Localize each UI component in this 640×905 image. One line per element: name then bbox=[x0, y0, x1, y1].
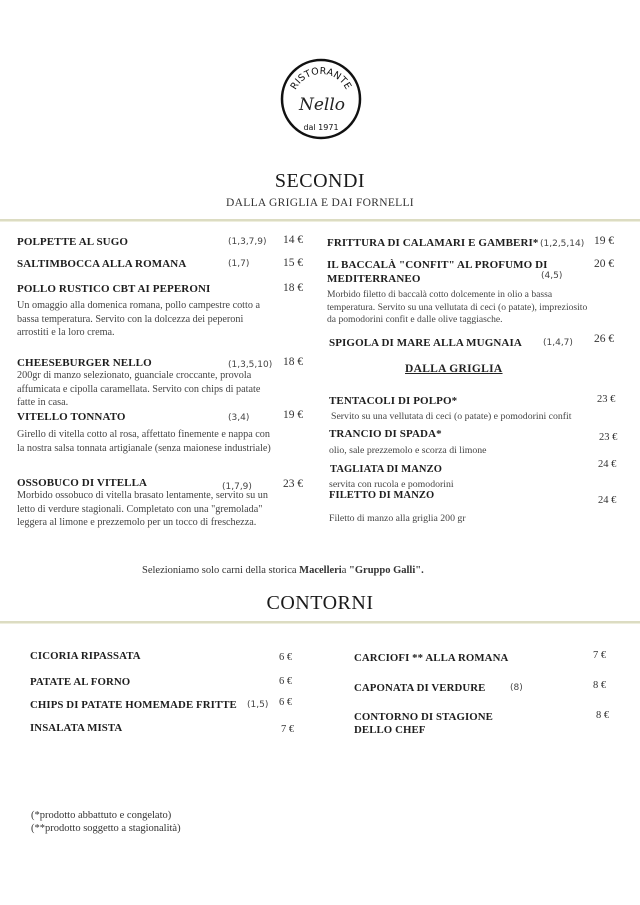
menu-item-description: 200gr di manzo selezionato, guanciale croccante, provola affumicata e cipolla caramellata. Servito con chips di patate fatte in casa. bbox=[17, 370, 261, 408]
divider-contorni bbox=[0, 621, 640, 624]
divider-secondi bbox=[0, 219, 640, 222]
menu-item-name: OSSOBUCO DI VITELLA bbox=[17, 477, 148, 489]
menu-item-name-line2: MEDITERRANEO bbox=[327, 273, 421, 285]
menu-item-price: 6 € bbox=[279, 652, 293, 663]
logo-circle-icon bbox=[280, 58, 362, 140]
menu-item-name: IL BACCALÀ "CONFIT" AL PROFUMO DI bbox=[327, 259, 548, 271]
restaurant-logo bbox=[280, 58, 362, 140]
menu-item-name: TENTACOLI DI POLPO* bbox=[329, 395, 458, 407]
menu-item-name-line2: DELLO CHEF bbox=[354, 724, 426, 736]
menu-item-allergens: (1,5) bbox=[247, 700, 269, 710]
menu-item-price: 19 € bbox=[594, 235, 615, 247]
butcher-note-mid: a bbox=[341, 565, 350, 576]
menu-item-price: 8 € bbox=[593, 680, 607, 691]
menu-item-name: VITELLO TONNATO bbox=[17, 411, 126, 423]
menu-item-name: FRITTURA DI CALAMARI E GAMBERI* bbox=[327, 237, 539, 249]
menu-item-price: 23 € bbox=[599, 432, 618, 443]
footnote-frozen: (*prodotto abbattuto e congelato) bbox=[31, 810, 172, 821]
menu-item-price: 14 € bbox=[283, 234, 304, 246]
butcher-note-bold1: Macelleri bbox=[299, 565, 342, 576]
menu-item-price: 20 € bbox=[594, 258, 615, 270]
logo-script-text: Nello bbox=[298, 95, 346, 115]
menu-item-price: 6 € bbox=[279, 676, 293, 687]
menu-item-name: FILETTO DI MANZO bbox=[329, 490, 435, 501]
menu-item-price: 24 € bbox=[598, 459, 617, 470]
menu-item-name: TAGLIATA DI MANZO bbox=[330, 464, 442, 475]
menu-item-price: 24 € bbox=[598, 495, 617, 506]
menu-item-allergens: (8) bbox=[510, 683, 523, 693]
menu-item-name: CARCIOFI ** ALLA ROMANA bbox=[354, 652, 509, 664]
butcher-note bbox=[142, 565, 424, 576]
menu-item-price: 18 € bbox=[283, 356, 304, 368]
menu-item-description: Un omaggio alla domenica romana, pollo campestre cotto a bassa temperatura. Servito con la dolcezza dei peperoni arrostiti e la loro crema. bbox=[17, 300, 261, 338]
menu-item-name: CICORIA RIPASSATA bbox=[30, 650, 141, 662]
menu-item-name: SPIGOLA DI MARE ALLA MUGNAIA bbox=[329, 337, 522, 349]
menu-item-price: 19 € bbox=[283, 409, 304, 421]
menu-item-name: TRANCIO DI SPADA* bbox=[329, 428, 442, 440]
menu-item-name: PATATE AL FORNO bbox=[30, 676, 131, 688]
menu-item-allergens: (1,2,5,14) bbox=[540, 239, 585, 249]
menu-item-description: olio, sale prezzemolo e scorza di limone bbox=[329, 445, 487, 456]
menu-item-name: CONTORNO DI STAGIONE bbox=[354, 711, 493, 723]
menu-item-name: SALTIMBOCCA ALLA ROMANA bbox=[17, 258, 187, 270]
menu-item-price: 26 € bbox=[594, 333, 615, 345]
logo-since-text: dal 1971 bbox=[303, 123, 339, 132]
butcher-note-bold2: "Gruppo Galli". bbox=[349, 565, 424, 576]
subsection-title-griglia: DALLA GRIGLIA bbox=[405, 363, 503, 375]
menu-item-price: 18 € bbox=[283, 282, 304, 294]
footnote-seasonal: (**prodotto soggetto a stagionalità) bbox=[31, 823, 181, 834]
section-title-contorni: CONTORNI bbox=[266, 592, 374, 614]
menu-item-price: 23 € bbox=[283, 478, 304, 490]
butcher-note-prefix: Selezioniamo solo carni della storica bbox=[142, 565, 300, 576]
menu-item-description: Morbido ossobuco di vitella brasato lentamente, servito su un letto di verdure stagionali. Completato con una "gremolada" leggera al limone e prezzemolo per un tocco di freschezza. bbox=[17, 490, 268, 528]
section-subtitle-secondi: DALLA GRIGLIA E DAI FORNELLI bbox=[226, 197, 414, 209]
menu-item-allergens: (1,7,9) bbox=[222, 482, 252, 492]
menu-item-name: POLPETTE AL SUGO bbox=[17, 236, 129, 248]
menu-item-allergens: (4,5) bbox=[541, 271, 563, 281]
menu-item-allergens: (3,4) bbox=[228, 413, 250, 423]
menu-item-price: 8 € bbox=[596, 710, 610, 721]
menu-item-price: 23 € bbox=[597, 394, 616, 405]
menu-item-name: INSALATA MISTA bbox=[30, 722, 123, 734]
menu-item-description: servita con rucola e pomodorini bbox=[329, 479, 454, 490]
menu-item-description: Filetto di manzo alla griglia 200 gr bbox=[329, 513, 466, 524]
logo-arc-text: RISTORANTE bbox=[288, 65, 354, 92]
section-title-secondi: SECONDI bbox=[274, 170, 366, 192]
menu-item-description: Servito su una vellutata di ceci (o patate) e pomodorini confit bbox=[331, 411, 572, 422]
menu-item-allergens: (1,4,7) bbox=[543, 338, 573, 348]
menu-item-allergens: (1,3,5,10) bbox=[228, 360, 273, 370]
menu-item-allergens: (1,3,7,9) bbox=[228, 237, 267, 247]
menu-item-allergens: (1,7) bbox=[228, 259, 250, 269]
menu-item-price: 7 € bbox=[281, 724, 295, 735]
menu-item-price: 6 € bbox=[279, 697, 293, 708]
menu-item-name: POLLO RUSTICO CBT AI PEPERONI bbox=[17, 283, 211, 295]
menu-item-price: 7 € bbox=[593, 650, 607, 661]
menu-item-description: Morbido filetto di baccalà cotto dolcemente in olio a bassa temperatura. Servito su una vellutata di ceci (o patate), impreziosito da pomodorini confit e dalle olive taggiasche. bbox=[327, 289, 588, 325]
menu-item-name: CHEESEBURGER NELLO bbox=[17, 357, 152, 369]
menu-item-price: 15 € bbox=[283, 257, 304, 269]
menu-item-description: Girello di vitella cotto al rosa, affettato finemente e nappa con la nostra salsa tonnata artigianale (senza maionese industriale) bbox=[17, 429, 271, 454]
menu-item-name: CAPONATA DI VERDURE bbox=[354, 682, 486, 694]
menu-item-name: CHIPS DI PATATE HOMEMADE FRITTE bbox=[30, 699, 237, 711]
